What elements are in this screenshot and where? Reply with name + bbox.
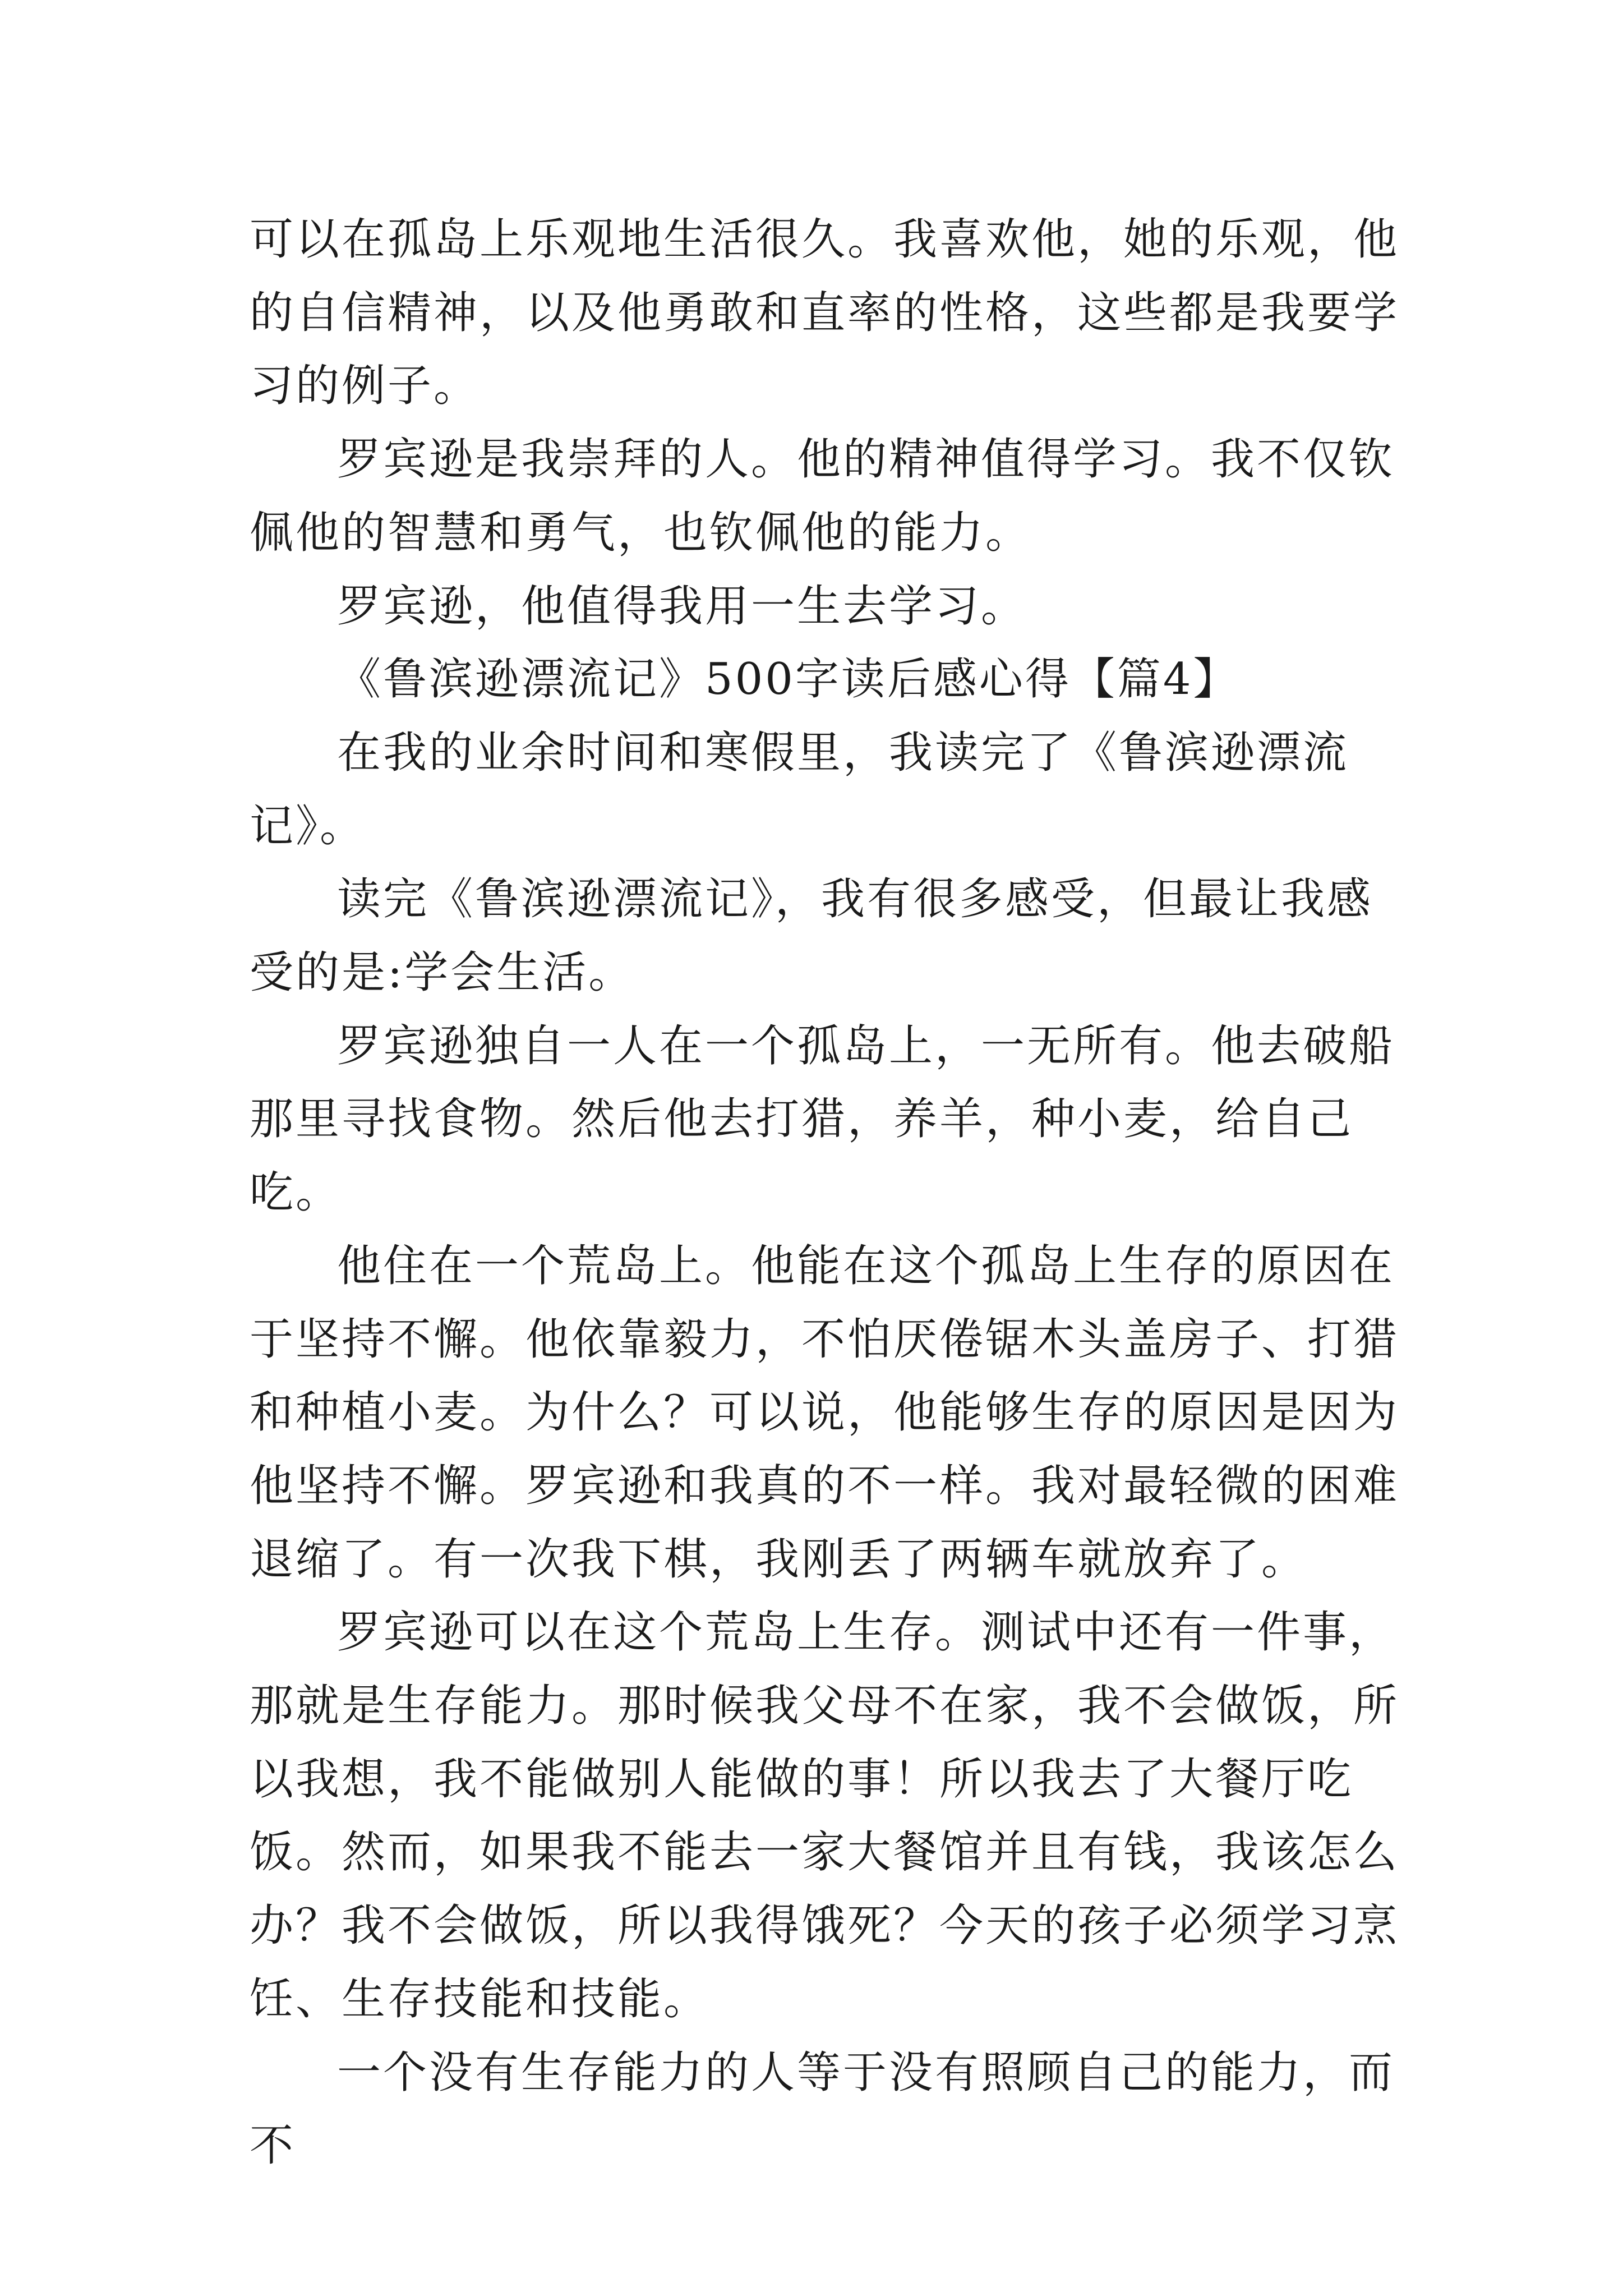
paragraph-3: 罗宾逊，他值得我用一生去学习。 — [337, 581, 1027, 632]
paragraph-10: 一个没有生存能力的人等于没有照顾自己的能力，而不 — [250, 2047, 1395, 2171]
paragraph-5: 在我的业余时间和寒假里，我读完了《鲁滨逊漂流记》。 — [250, 727, 1349, 852]
paragraph-2: 罗宾逊是我崇拜的人。他的精神值得学习。我不仅钦佩他的智慧和勇气，也钦佩他的能力。 — [250, 434, 1395, 558]
document-body — [250, 203, 1405, 2183]
paragraph-8: 他住在一个荒岛上。他能在这个孤岛上生存的原因在于坚持不懈。他依靠毅力，不怕厌倦锯木头盖房子、打猎和种植小麦。为什么？可以说，他能够生存的原因是因为他坚持不懈。罗宾逊和我真的不一样。我对最轻微的困难退缩了。有一次我下棋，我刚丢了两辆车就放弃了。 — [250, 1240, 1400, 1585]
section-heading: 《鲁滨逊漂流记》500字读后感心得【篇4】 — [337, 654, 1239, 705]
paragraph-9: 罗宾逊可以在这个荒岛上生存。测试中还有一件事，那就是生存能力。那时候我父母不在家，我不会做饭，所以我想，我不能做别人能做的事！所以我去了大餐厅吃饭。然而，如果我不能去一家大餐馆并且有钱，我该怎么办？我不会做饭，所以我得饿死？今天的孩子必须学习烹饪、生存技能和技能。 — [250, 1607, 1400, 2024]
paragraph-7: 罗宾逊独自一人在一个孤岛上，一无所有。他去破船那里寻找食物。然后他去打猎，养羊，种小麦，给自己吃。 — [250, 1020, 1395, 1218]
paragraph-6: 读完《鲁滨逊漂流记》，我有很多感受，但最让我感受的是:学会生活。 — [250, 874, 1373, 999]
paragraph-1: 可以在孤岛上乐观地生活很久。我喜欢他，她的乐观，他的自信精神，以及他勇敢和直率的性格，这些都是我要学习的例子。 — [250, 214, 1400, 412]
